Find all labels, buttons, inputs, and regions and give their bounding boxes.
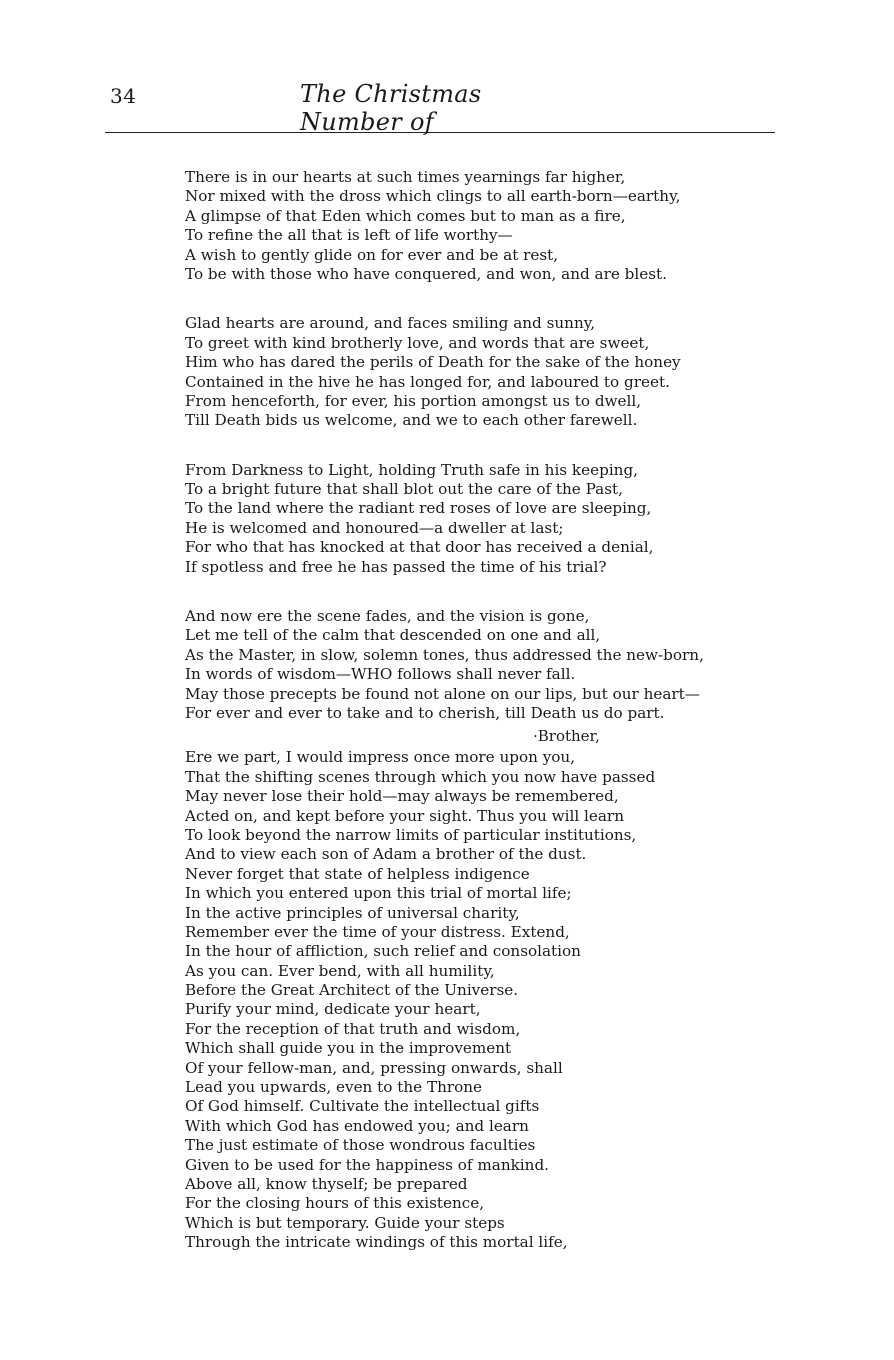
poem-line: Glad hearts are around, and faces smiling and sunny, [185,314,596,333]
poem-line: To greet with kind brotherly love, and words that are sweet, [185,333,650,352]
poem-line: There is in our hearts at such times yearnings far higher, [185,168,626,186]
address-line: For the reception of that truth and wisdom, [185,1019,521,1038]
address-line: Purify your mind, dedicate your heart, [185,1000,481,1019]
address-line: Never forget that state of helpless indigence [185,864,530,883]
address-salutation: ·Brother, [533,727,600,746]
poem-line: A glimpse of that Eden which comes but to man as a fire, [185,206,626,225]
master-address [185,727,755,1252]
poem-line: From Darkness to Light, holding Truth safe in his keeping, [185,460,639,479]
address-line: Above all, know thyself; be prepared [185,1174,468,1193]
poem-line: May those precepts be found not alone on our lips, but our heart— [185,684,700,703]
stanza [185,461,755,577]
poem-line: And now ere the scene fades, and the vision is gone, [185,607,590,626]
address-line: For the closing hours of this existence, [185,1194,485,1213]
address-line: Lead you upwards, even to the Throne [185,1078,483,1097]
header-rule [105,132,775,133]
address-line: Which shall guide you in the improvement [185,1039,512,1058]
address-line: In the hour of affliction, such relief and consolation [185,942,581,961]
stanza [185,607,755,723]
address-line: To look beyond the narrow limits of particular institutions, [185,825,637,844]
address-line: Given to be used for the happiness of mankind. [185,1155,549,1174]
poem-line: In words of wisdom—WHO follows shall never fall. [185,665,576,684]
poem-line: A wish to gently glide on for ever and be at rest, [185,245,559,264]
address-line: And to view each son of Adam a brother of the dust. [185,845,587,864]
address-line: Of your fellow-man, and, pressing onwards, shall [185,1058,563,1077]
address-line: With which God has endowed you; and learn [185,1116,529,1135]
address-line: The just estimate of those wondrous faculties [185,1136,536,1155]
stanza [185,314,755,430]
address-line: Through the intricate windings of this mortal life, [185,1233,568,1252]
poem-line: If spotless and free he has passed the time of his trial? [185,557,607,576]
poem-line: For ever and ever to take and to cherish, till Death us do part. [185,703,665,722]
stanza [185,168,755,284]
poem-line: To a bright future that shall blot out the care of the Past, [185,480,623,499]
address-line: In the active principles of universal charity, [185,903,520,922]
poem-line: Let me tell of the calm that descended on one and all, [185,626,601,645]
address-line: As you can. Ever bend, with all humility, [185,961,495,980]
address-line: Of God himself. Cultivate the intellectual gifts [185,1097,540,1116]
address-line: Acted on, and kept before your sight. Thus you will learn [185,806,624,825]
poem-line: To refine the all that is left of life worthy— [185,226,513,245]
poem-line: As the Master, in slow, solemn tones, thus addressed the new-born, [185,645,704,664]
poem-line: He is welcomed and honoured—a dweller at last; [185,518,564,537]
poem-line: To the land where the radiant red roses of love are sleeping, [185,499,652,518]
running-title: The Christmas Number of [300,80,482,136]
poem-line: To be with those who have conquered, and won, and are blest. [185,264,667,283]
address-line: In which you entered upon this trial of mortal life; [185,884,572,903]
address-line: Ere we part, I would impress once more upon you, [185,748,576,767]
poem-line: Contained in the hive he has longed for, and laboured to greet. [185,372,670,391]
poem-line: Nor mixed with the dross which clings to all earth-born—earthy, [185,187,681,206]
poem-line: For who that has knocked at that door has received a denial, [185,538,654,557]
poem-body [185,168,755,1253]
poem-line: Till Death bids us welcome, and we to each other farewell. [185,411,638,430]
poem-line: Him who has dared the perils of Death for the sake of the honey [185,353,681,372]
address-line: Which is but temporary. Guide your steps [185,1213,505,1232]
poem-line: From henceforth, for ever, his portion amongst us to dwell, [185,391,642,410]
address-line: Remember ever the time of your distress. Extend, [185,922,570,941]
address-line: That the shifting scenes through which you now have passed [185,767,656,786]
page-number: 34 [110,84,137,108]
address-line: May never lose their hold—may always be remembered, [185,787,619,806]
address-line: Before the Great Architect of the Universe. [185,981,519,1000]
